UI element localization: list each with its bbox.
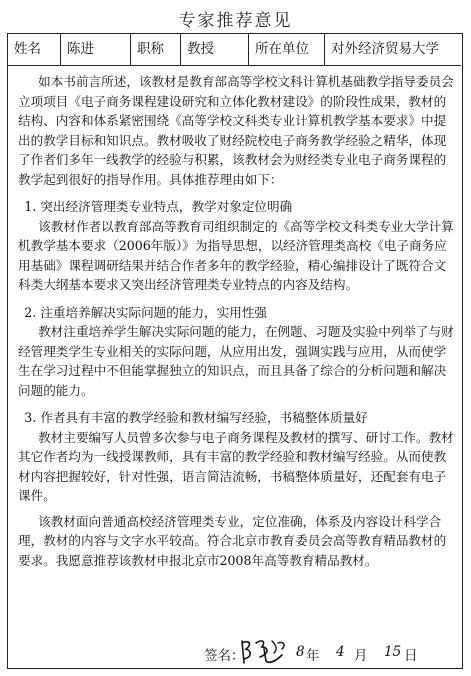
- rank-value: 教授: [181, 34, 249, 65]
- date-day-char: 日: [404, 648, 418, 664]
- point-3-text: 教材主要编写人员曾多次参与电子商务课程及教材的撰写、研讨工作。教材其它作者均为一线授课教师，具有丰富的教学经验和教材编写经验。从而使教材内容把握较好，针对性强，语言简洁流畅，书稿整体质量好，还配套有电子课件。: [18, 429, 454, 503]
- signature-line: [204, 635, 454, 669]
- date-month-char: 月: [354, 648, 368, 664]
- date-year-tail: 8: [296, 644, 305, 660]
- rank-label: 职称: [131, 34, 181, 65]
- date-month: 4: [336, 644, 345, 660]
- opinion-body: [18, 72, 454, 570]
- page-title: 专家推荐意见: [178, 11, 293, 31]
- point-1-heading: 1. 突出经济管理类专业特点，教学对象定位明确: [24, 199, 293, 214]
- date-year-char: 年: [306, 648, 320, 664]
- point-3-heading: 3. 作者具有丰富的教学经验和教材编写经验，书稿整体质量好: [24, 410, 368, 425]
- name-value: 陈进: [61, 34, 131, 65]
- point-1-text: 该教材作者以教育部高等教育司组织制定的《高等学校文科类专业大学计算机教学基本要求（2006年版）》为指导思想，以经济管理类高校《电子商务应用基础》课程调研结果并结合作者多年的教学经验，精心编排设计了既符合文科类大纲基本要求又突出经济管理类专业特点的内容及结构。: [18, 218, 454, 292]
- info-header-row: [8, 34, 461, 66]
- date-day: 15: [384, 644, 402, 660]
- conclusion-paragraph: 该教材面向普通高校经济管理类专业，定位准确，体系及内容设计科学合理，教材的内容与文字水平较高。符合北京市教育委员会高等教育精品教材的要求。我愿意推荐该教材申报北京市2008年高等教育精品教材。: [18, 513, 447, 568]
- point-2-heading: 2. 注重培养解决实际问题的能力，实用性强: [24, 304, 268, 320]
- intro-paragraph: 如本书前言所述，该教材是教育部高等学校文科计算机基础教学指导委员会立项项目《电子商务课程建设研究和立体化教材建设》的阶段性成果，教材的结构、内容和体系紧密围绕《高等学校文科类专业计算机教学基本要求》中提出的教学目标和知识点。教材吸收了财经院校电子商务教学经验之精华，体现了作者们多年一线教学的经验与积累，该教材会为财经类专业电子商务课程的教学起到很好的指导作用。具体推荐理由如下：: [18, 74, 454, 187]
- point-2-text: 教材注重培养学生解决实际问题的能力，在例题、习题及实验中列举了与财经管理类学生专业相关的实际问题，从应用出发，强调实践与应用，从而使学生在学习过程中不但能掌握独立的知识点，而且具备了综合的分析问题和解决问题的能力。: [18, 324, 454, 398]
- signature-label: 签名：: [204, 648, 245, 664]
- name-label: 姓名: [8, 34, 61, 65]
- unit-value: 对外经济贸易大学: [331, 41, 439, 57]
- unit-label: 所在单位: [249, 34, 325, 65]
- recommendation-form: [7, 33, 463, 669]
